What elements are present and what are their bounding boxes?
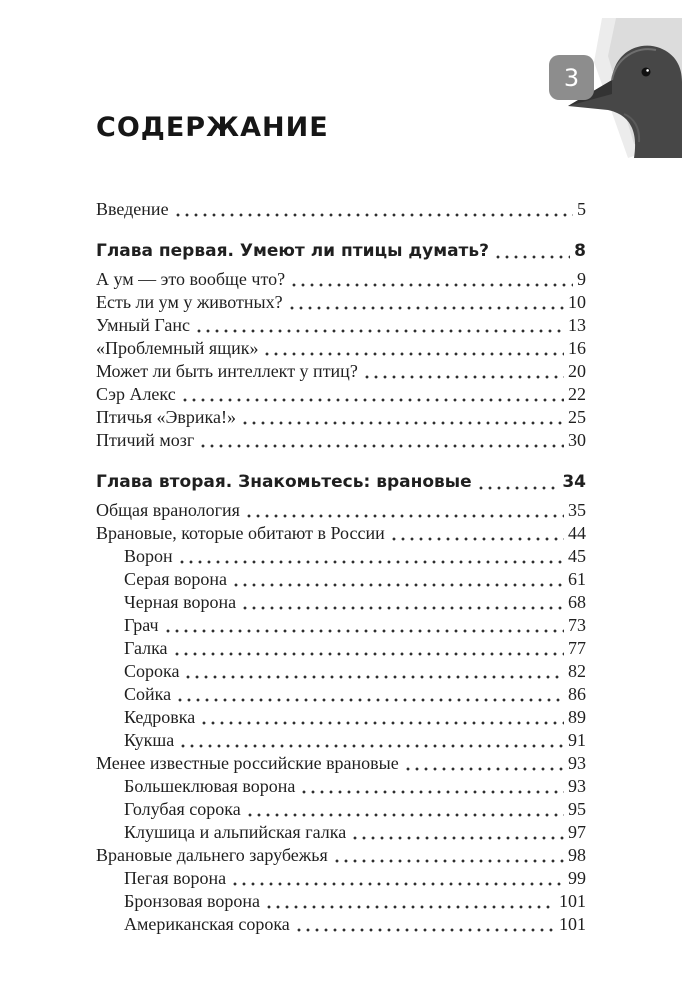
dot-leader xyxy=(166,629,564,633)
toc-entry xyxy=(96,890,586,913)
toc-entry-page: 10 xyxy=(568,292,586,312)
toc-entry xyxy=(96,522,586,545)
toc-entry-label: Сорока xyxy=(124,661,180,681)
toc-entry-label: Глава первая. Умеют ли птицы думать? xyxy=(96,241,490,261)
toc-entry xyxy=(96,429,586,452)
toc-entry-label: Американская сорока xyxy=(124,914,290,934)
toc-entry-page: 45 xyxy=(568,546,586,566)
toc-entry xyxy=(96,729,586,752)
toc-entry xyxy=(96,406,586,429)
toc-entry-page: 101 xyxy=(559,914,586,934)
toc-entry xyxy=(96,913,586,936)
toc-entry-label: Голубая сорока xyxy=(124,799,241,819)
toc-entry-page: 30 xyxy=(568,430,586,450)
toc-entry xyxy=(96,798,586,821)
toc-entry-label: Есть ли ум у животных? xyxy=(96,292,283,312)
toc-entry-page: 95 xyxy=(568,799,586,819)
toc-entry-label: Грач xyxy=(124,615,159,635)
dot-leader xyxy=(267,905,555,909)
toc-entry-label: Кукша xyxy=(124,730,175,750)
toc-entry-label: Сэр Алекс xyxy=(96,384,176,404)
toc-entry-page: 16 xyxy=(568,338,586,358)
toc-entry xyxy=(96,660,586,683)
dot-leader xyxy=(479,486,559,490)
toc-entry-label: Умный Ганс xyxy=(96,315,190,335)
toc-entry xyxy=(96,637,586,660)
toc-entry-page: 82 xyxy=(568,661,586,681)
dot-leader xyxy=(496,255,570,259)
toc-entry-label: Кедровка xyxy=(124,707,196,727)
toc-entry xyxy=(96,499,586,522)
toc-entry-label: Бронзовая ворона xyxy=(124,891,261,911)
dot-leader xyxy=(247,514,564,518)
dot-leader xyxy=(365,375,564,379)
toc-entry xyxy=(96,568,586,591)
toc-entry-page: 9 xyxy=(577,269,586,289)
toc-entry-page: 89 xyxy=(568,707,586,727)
toc-entry-page: 73 xyxy=(568,615,586,635)
toc-entry-page: 101 xyxy=(559,891,586,911)
toc-entry-page: 91 xyxy=(568,730,586,750)
dot-leader xyxy=(302,790,564,794)
toc-entry-page: 77 xyxy=(568,638,586,658)
toc-entry-page: 86 xyxy=(568,684,586,704)
toc-entry-label: Большеклювая ворона xyxy=(124,776,296,796)
toc-entry-label: Пегая ворона xyxy=(124,868,227,888)
toc-entry-page: 68 xyxy=(568,592,586,612)
toc-entry-page: 44 xyxy=(568,523,586,543)
toc-entry xyxy=(96,314,586,337)
dot-leader xyxy=(353,836,564,840)
dot-leader xyxy=(202,721,564,725)
dot-leader xyxy=(248,813,564,817)
dot-leader xyxy=(335,859,564,863)
toc-entry xyxy=(96,821,586,844)
toc-entry-label: Введение xyxy=(96,199,169,219)
toc-entry-page: 98 xyxy=(568,845,586,865)
toc-entry xyxy=(96,360,586,383)
toc-entry-label: Менее известные российские врановые xyxy=(96,753,399,773)
toc-entry-page: 35 xyxy=(568,500,586,520)
toc-entry xyxy=(96,545,586,568)
toc-entry xyxy=(96,775,586,798)
dot-leader xyxy=(243,421,564,425)
page-number-badge xyxy=(549,55,594,100)
toc-entry-label: Птичья «Эврика!» xyxy=(96,407,237,427)
toc-entry-label: Общая вранология xyxy=(96,500,240,520)
toc-entry-label: Сойка xyxy=(124,684,172,704)
toc-entry-label: А ум — это вообще что? xyxy=(96,269,286,289)
dot-leader xyxy=(197,329,564,333)
dot-leader xyxy=(183,398,564,402)
toc-entry xyxy=(96,383,586,406)
toc-entry-label: Клушица и альпийская галка xyxy=(124,822,347,842)
toc-entry-page: 20 xyxy=(568,361,586,381)
toc-entry xyxy=(96,752,586,775)
toc-entry xyxy=(96,614,586,637)
toc-entry-label: Может ли быть интеллект у птиц? xyxy=(96,361,358,381)
toc-entry xyxy=(96,337,586,360)
toc-entry-label: Черная ворона xyxy=(124,592,237,612)
dot-leader xyxy=(176,213,573,217)
dot-leader xyxy=(178,698,564,702)
toc-entry-label: Глава вторая. Знакомьтесь: врановые xyxy=(96,472,472,492)
toc-entry-page: 99 xyxy=(568,868,586,888)
toc-entry-page: 8 xyxy=(574,241,586,261)
toc-entry xyxy=(96,291,586,314)
dot-leader xyxy=(186,675,564,679)
toc-entry-page: 93 xyxy=(568,753,586,773)
dot-leader xyxy=(175,652,564,656)
toc-entry xyxy=(96,268,586,291)
toc-entry-label: Галка xyxy=(124,638,168,658)
toc-entry xyxy=(96,706,586,729)
toc-entry xyxy=(96,683,586,706)
toc-entry xyxy=(96,844,586,867)
toc-entry-label: Врановые, которые обитают в России xyxy=(96,523,385,543)
toc-entry-page: 34 xyxy=(562,472,586,492)
dot-leader xyxy=(201,444,564,448)
toc-list xyxy=(96,198,586,936)
toc-entry-page: 97 xyxy=(568,822,586,842)
dot-leader xyxy=(292,283,573,287)
page-title: СОДЕРЖАНИЕ xyxy=(96,112,329,143)
dot-leader xyxy=(297,928,555,932)
toc-entry xyxy=(96,591,586,614)
toc-entry xyxy=(96,198,586,221)
toc-entry xyxy=(96,240,586,263)
toc-entry-page: 5 xyxy=(577,199,586,219)
dot-leader xyxy=(392,537,564,541)
dot-leader xyxy=(233,882,564,886)
toc-entry-label: Ворон xyxy=(124,546,173,566)
page-number: 3 xyxy=(563,63,580,92)
toc-entry-label: Серая ворона xyxy=(124,569,227,589)
dot-leader xyxy=(290,306,564,310)
dot-leader xyxy=(265,352,564,356)
toc-entry-label: Птичий мозг xyxy=(96,430,195,450)
toc-entry xyxy=(96,867,586,890)
toc-entry-page: 61 xyxy=(568,569,586,589)
toc-entry-label: «Проблемный ящик» xyxy=(96,338,259,358)
dot-leader xyxy=(180,560,564,564)
toc-entry-page: 22 xyxy=(568,384,586,404)
dot-leader xyxy=(181,744,564,748)
toc-entry-page: 93 xyxy=(568,776,586,796)
toc-entry-label: Врановые дальнего зарубежья xyxy=(96,845,328,865)
dot-leader xyxy=(243,606,564,610)
toc-entry xyxy=(96,471,586,494)
toc-entry-page: 13 xyxy=(568,315,586,335)
dot-leader xyxy=(234,583,564,587)
dot-leader xyxy=(406,767,564,771)
toc-entry-page: 25 xyxy=(568,407,586,427)
